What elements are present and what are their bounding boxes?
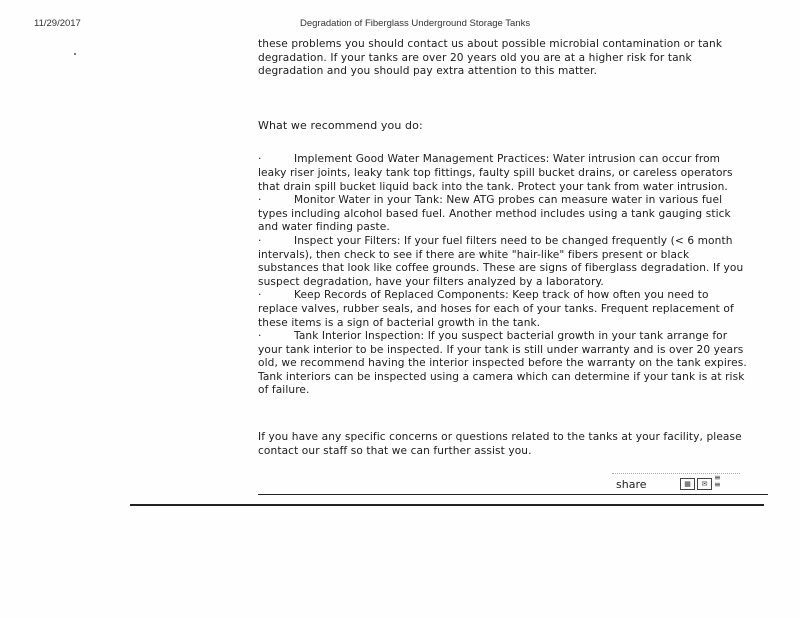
share-divider [612,473,740,474]
article-body [258,38,748,458]
footer-rule-wide [130,504,764,506]
share-link[interactable]: share [616,478,647,491]
recommend-item [258,289,748,330]
recommend-item [258,330,748,398]
bullet-icon: · [258,289,262,302]
bullet-icon: · [258,234,262,247]
print-date: 11/29/2017 [34,18,81,29]
email-icon[interactable]: ✉ [697,478,712,490]
footer-rule [258,494,768,495]
recommend-item-text: Monitor Water in your Tank: New ATG probes can measure water in various fuel types including alcohol based fuel. Another method includes using a tank gauging stick and water finding paste. [258,194,731,234]
bullet-icon: · [258,330,262,343]
print-icon[interactable]: ▦ [680,478,695,490]
recommend-item [258,194,748,235]
page-title: Degradation of Fiberglass Underground Storage Tanks [300,18,531,29]
recommend-item [258,235,748,289]
recommend-heading: What we recommend you do: [258,118,423,132]
more-icon[interactable]: ≡ ≡ [714,473,721,489]
recommend-item-text: Tank Interior Inspection: If you suspect bacterial growth in your tank arrange for your tank interior to be inspected. If your tank is still under warranty and is over 20 years old, we recommend having the interior inspected before the warranty on the tank expires. Tank interiors can be inspected using a camera which can determine if your tank is at risk of failure. [258,330,747,397]
closing-paragraph: If you have any specific concerns or questions related to the tanks at your facility, please contact our staff so that we can further assist you. [258,431,742,457]
scan-speck [74,53,76,55]
bullet-icon: · [258,153,262,166]
recommend-item-text: Inspect your Filters: If your fuel filters need to be changed frequently (< 6 month intervals), then check to see if there are white "hair-like" fibers present or black substances that look like coffee grounds. These are signs of fiberglass degradation. If you suspect degradation, have your filters analyzed by a laboratory. [258,234,744,288]
recommend-item-text: Implement Good Water Management Practices: Water intrusion can occur from leaky riser joints, leaky tank top fittings, faulty spill bucket drains, or careless operators that drain spill bucket liquid back into the tank. Protect your tank from water intrusion. [258,153,733,193]
bullet-icon: · [258,194,262,207]
recommend-item-text: Keep Records of Replaced Components: Keep track of how often you need to replace valves, rubber seals, and hoses for each of your tanks. Frequent replacement of these items is a sign of bacterial growth in the tank. [258,289,734,329]
intro-paragraph: these problems you should contact us about possible microbial contamination or tank degradation. If your tanks are over 20 years old you are at a higher risk for tank degradation and you should pay extra attention to this matter. [258,38,723,78]
recommend-item [258,153,748,194]
